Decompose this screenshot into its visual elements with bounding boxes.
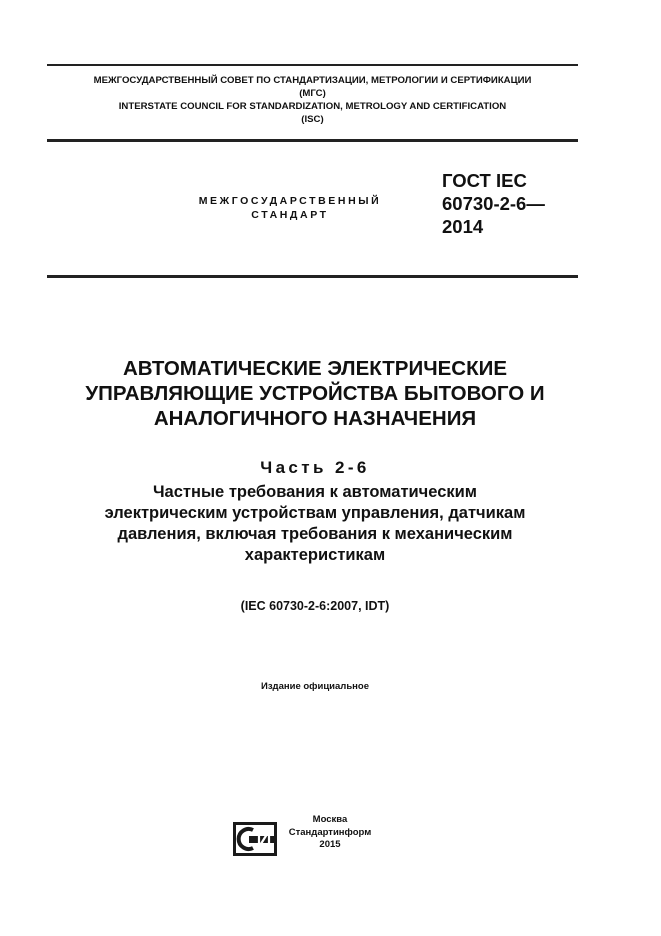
- edition-note: Издание официальное: [261, 681, 369, 692]
- publisher-city: Москва: [312, 814, 348, 825]
- council-name-ru: МЕЖГОСУДАРСТВЕННЫЙ СОВЕТ ПО СТАНДАРТИЗАЦИИ, МЕТРОЛОГИИ И СЕРТИФИКАЦИИ: [93, 75, 532, 86]
- header-rule: [47, 139, 578, 142]
- subtitle-line2: электрическим устройствам управления, датчикам: [104, 504, 526, 522]
- publisher-year: 2015: [319, 839, 341, 850]
- part-subtitle: [30, 482, 600, 566]
- title-line1: АВТОМАТИЧЕСКИЕ ЭЛЕКТРИЧЕСКИЕ: [122, 357, 507, 380]
- iec-reference: (IEC 60730-2-6:2007, IDT): [240, 599, 390, 613]
- title-line3: АНАЛОГИЧНОГО НАЗНАЧЕНИЯ: [153, 407, 477, 430]
- designation-rule: [47, 275, 578, 278]
- designation-line2: 60730-2-6—: [442, 193, 545, 214]
- publisher-name: Стандартинформ: [288, 826, 372, 838]
- designation-line1: ГОСТ IEC: [442, 170, 527, 191]
- council-name-en: INTERSTATE COUNCIL FOR STANDARDIZATION, METROLOGY AND CERTIFICATION: [118, 101, 507, 112]
- council-header: [47, 74, 578, 126]
- standartinform-logo-icon: [233, 822, 277, 856]
- designation-line3: 2014: [442, 216, 484, 237]
- title-line2: УПРАВЛЯЮЩИЕ УСТРОЙСТВА БЫТОВОГО И: [85, 382, 545, 405]
- subtitle-line4: характеристикам: [244, 546, 386, 564]
- publisher-block: [281, 814, 379, 852]
- standard-designation: [442, 169, 545, 238]
- document-title: [40, 356, 590, 431]
- part-label: Часть 2-6: [260, 458, 370, 477]
- council-abbr-ru: (МГС): [299, 88, 326, 99]
- subtitle-line3: давления, включая требования к механическим: [117, 525, 513, 543]
- top-rule: [47, 64, 578, 66]
- standard-kind-line1: МЕЖГОСУДАРСТВЕННЫЙ: [198, 195, 382, 207]
- council-abbr-en: (ISC): [301, 114, 324, 125]
- subtitle-line1: Частные требования к автоматическим: [152, 483, 478, 501]
- standard-kind-line2: СТАНДАРТ: [251, 209, 329, 221]
- standard-kind: [160, 194, 420, 222]
